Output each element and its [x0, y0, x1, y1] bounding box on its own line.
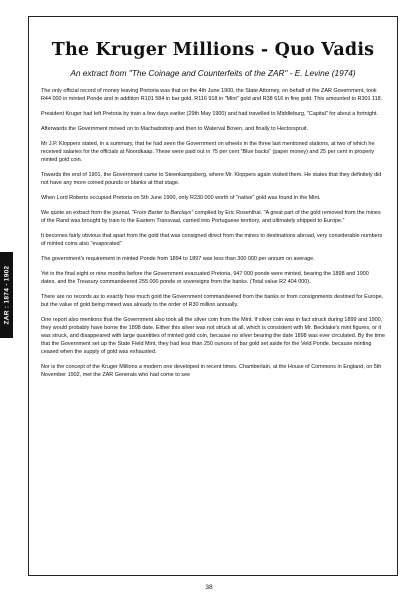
paragraph-5: Towards the end of 1901, the Government came to Steenkampsberg, where Mr. Kloppers again visited them. He states that they definitely did not have any more coined pounds or blanks at that stage. [41, 172, 382, 187]
page-title: The Kruger Millions - Quo Vadis [51, 40, 375, 60]
paragraph-13: Nor is the concept of the Kruger Millions a modern one developed in recent times. Chamberlain, at the House of Commons in England, on 5th November 1902, met the ZAR Generals who had come to see [41, 364, 382, 379]
paragraph-6: When Lord Roberts occupied Pretoria on 5th June 1900, only R230 000 worth of "native" gold was found in the Mint. [41, 195, 321, 201]
paragraph-7-quote [41, 209, 385, 225]
side-tab [0, 252, 13, 338]
paragraph-2: President Kruger had left Pretoria by train a few days earlier (29th May 1900) and had travelled to Middleburg, "Capital" for about a fortnight. [41, 111, 378, 118]
paragraph-11: There are no records as to exactly how much gold the Government commandeered from the banks or from consignments destined for Europe, but the value of gold being mined was already to the order of R30 million annually. [41, 293, 384, 308]
journal-title: "From Barter to Barclays" [131, 209, 194, 216]
side-tab-label: ZAR : 1874 - 1902 [3, 265, 10, 325]
page-frame [28, 16, 398, 576]
page-subtitle: An extract from "The Coinage and Counterfeits of the ZAR" - E. Levine (1974) [70, 68, 356, 79]
paragraph-9: The government's requirement in minted Ponde from 1894 to 1897 was less than 300 000 per annum on average. [41, 255, 315, 262]
paragraph-10: Yet in the final eight or nine months before the Government evacuated Pretoria, 947 000 ponde were minted, bearing the 1898 and 1900 dates, and the Treasury commandeered 255 000 ponde or sovereigns from the banks. (Total value R2 404 000). [41, 270, 369, 285]
quote-lead: We quote an extract from the journal, [41, 209, 132, 216]
paragraph-4: Mr J.P. Kloppers stated, in a summary, that he had seen the Government on wheels in the three last mentioned stations, at two of which he received salaries for the officials at Noordkaap. These were paid out in 75 per cent "Blue backs" (paper money) and 25 per cent in properly minted gold coin. [41, 140, 375, 164]
paragraph-1: The only official record of money leaving Pretoria was that on the 4th June 1900, the State Attorney, on behalf of the ZAR Government, took R44 000 in minted Ponde and in addition R101 584 in bar gold, R116 918 in "Mint" gold and R38 616 in fine gold. This amounted to R301 118. [41, 88, 383, 103]
page-number: 38 [205, 584, 213, 591]
quote-rest: compiled by Eric Rosenthal. "A great part of the gold removed from the mines of the Rand was brought by train to the Eastern Transvaal, carried into Portuguese territory, and ultimately shipped to Europe." [41, 209, 381, 224]
paragraph-8: It becomes fairly obvious that apart from the gold that was consigned direct from the mines to destinations abroad, very considerable numbers of minted coins also "evaporated" [41, 232, 383, 247]
paragraph-3: Afterwards the Government moved on to Machadodorp and then to Waterval Boven, and finally to Hectorspruit. [41, 126, 308, 132]
paragraph-12: One report also mentions that the Government also took all the silver coin from the Mint. If silver coin was in fact struck during 1899 and 1900, they would probably have borne the 1898 date. Either this silver was not struck at all, which is consistent with Mr. Becklake's mint figures, or it was struck, and disappeared with large quantities of minted gold coin, because no silver bearing the date 1898 was ever circulated. By the time that the Government set up the State Field Mint, they had less than 250 ounces of bar gold set aside for the Veld Ponde, because minting ceased when the supply of gold was exhausted. [41, 316, 385, 356]
